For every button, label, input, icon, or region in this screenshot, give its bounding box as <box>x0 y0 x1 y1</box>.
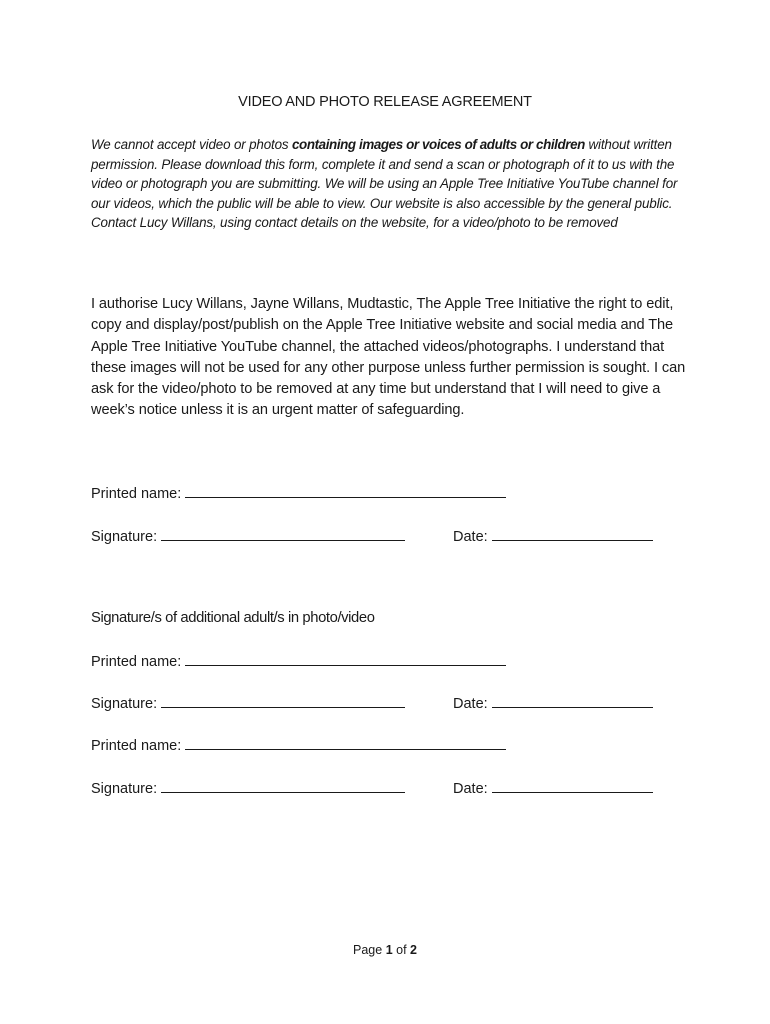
date-label: Date: <box>453 529 488 545</box>
printed-name-field[interactable] <box>91 485 506 502</box>
additional-signature-field-1[interactable] <box>91 695 405 712</box>
printed-name-label: Printed name: <box>91 486 182 502</box>
signature-field[interactable] <box>91 528 405 545</box>
signature-line[interactable] <box>161 695 405 708</box>
additional-adults-heading: Signature/s of additional adult/s in photo/video <box>91 610 375 626</box>
signature-label: Signature: <box>91 781 158 797</box>
page-footer <box>0 943 770 957</box>
intro-text-bold: containing images or voices of adults or children <box>292 137 585 152</box>
total-pages-number: 2 <box>410 943 417 957</box>
additional-printed-name-field-2[interactable] <box>91 737 506 754</box>
signature-line[interactable] <box>161 528 405 541</box>
date-label: Date: <box>453 696 488 712</box>
printed-name-line[interactable] <box>185 485 506 498</box>
intro-text-start: We cannot accept video or photos <box>91 137 292 152</box>
printed-name-line[interactable] <box>185 653 506 666</box>
printed-name-line[interactable] <box>185 737 506 750</box>
additional-date-field-1[interactable] <box>453 695 653 712</box>
date-label: Date: <box>453 781 488 797</box>
signature-label: Signature: <box>91 696 158 712</box>
signature-label: Signature: <box>91 529 158 545</box>
intro-text-end: without written permission. Please download this form, complete it and send a scan or photograph of it to us with the video or photograph you are submitting. We will be using an Apple Tree Initiative YouTube channel for our videos, which the public will be able to view. Our website is also accessible by the general public. Contact Lucy Willans, using contact details on the website, for a video/photo to be removed <box>91 137 678 231</box>
date-line[interactable] <box>492 695 653 708</box>
document-title: VIDEO AND PHOTO RELEASE AGREEMENT <box>238 94 532 110</box>
printed-name-label: Printed name: <box>91 654 182 670</box>
additional-date-field-2[interactable] <box>453 780 653 797</box>
intro-paragraph <box>91 135 691 233</box>
additional-signature-field-2[interactable] <box>91 780 405 797</box>
signature-line[interactable] <box>161 780 405 793</box>
of-word: of <box>396 943 407 957</box>
authorisation-paragraph: I authorise Lucy Willans, Jayne Willans, Mudtastic, The Apple Tree Initiative the right to edit, copy and display/post/publish on the Apple Tree Initiative website and social media and The Apple Tree Initiative YouTube channel, the attached videos/photographs. I understand that these images will not be used for any other purpose unless further permission is sought. I can ask for the video/photo to be removed at any time but understand that I will need to give a week’s notice unless it is an urgent matter of safeguarding. <box>91 296 686 419</box>
additional-printed-name-field-1[interactable] <box>91 653 506 670</box>
date-line[interactable] <box>492 528 653 541</box>
date-field[interactable] <box>453 528 653 545</box>
current-page-number: 1 <box>385 943 393 957</box>
printed-name-label: Printed name: <box>91 738 182 754</box>
page-word: Page <box>353 943 383 957</box>
date-line[interactable] <box>492 780 653 793</box>
